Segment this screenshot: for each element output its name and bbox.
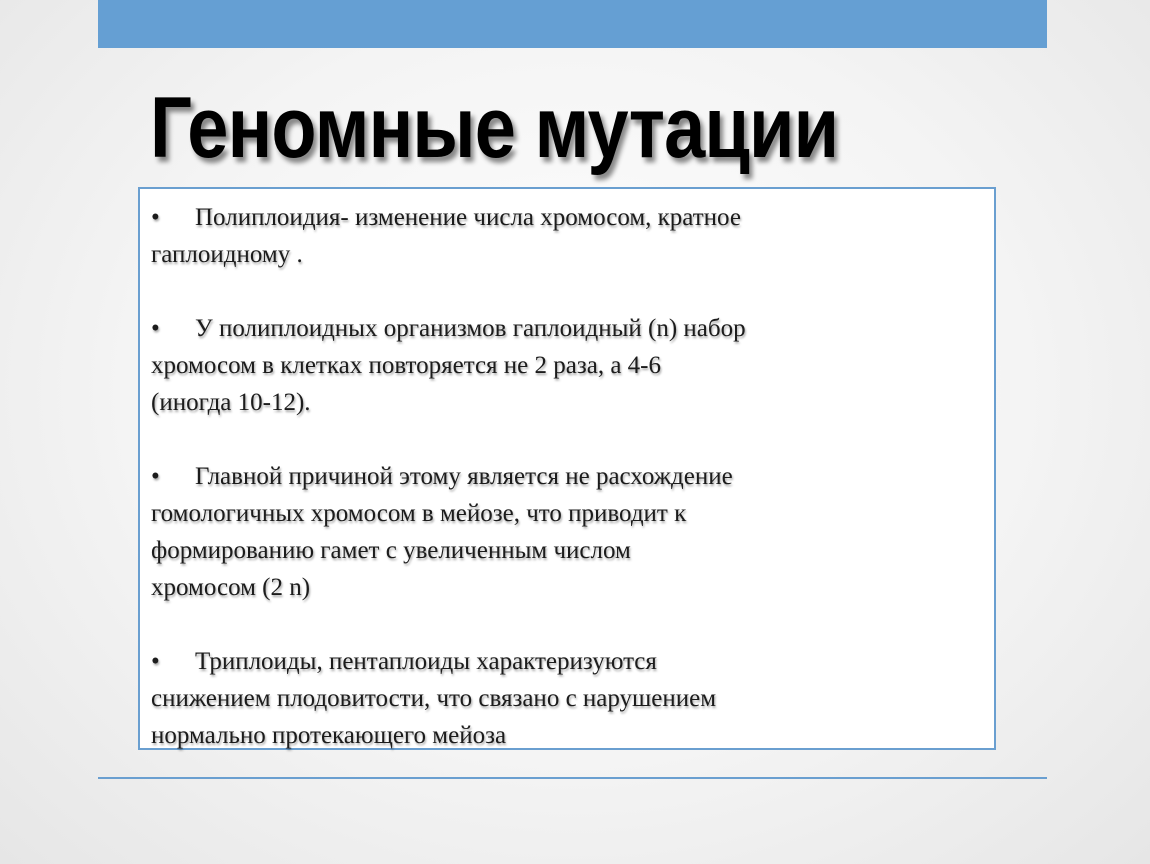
top-accent-bar <box>98 0 1047 48</box>
bullet-text-line: гомологичных хромосом в мейозе, что приводит к <box>151 500 687 527</box>
bullet-text-line: У полиплоидных организмов гаплоидный (n) набор <box>195 315 746 342</box>
bullet-text-line: хромосом в клетках повторяется не 2 раза, а 4-6 <box>151 352 662 379</box>
bullet-text-line: снижением плодовитости, что связано с нарушением <box>151 685 717 712</box>
bullet-text-line: Полиплоидия- изменение числа хромосом, кратное <box>195 204 741 231</box>
bullet-text-line: Триплоиды, пентаплоиды характеризуются <box>195 648 657 675</box>
bullet-icon: • <box>151 204 160 231</box>
bullet-text-line: (иногда 10-12). <box>151 389 311 416</box>
bullet-item-1 <box>151 199 984 273</box>
bottom-divider <box>98 777 1047 779</box>
bullet-text-line: Главной причиной этому является не расхождение <box>195 463 733 490</box>
bullet-text-line: нормально протекающего мейоза <box>151 722 507 749</box>
bullet-text-line: формированию гамет с увеличенным числом <box>151 537 631 564</box>
content-box <box>138 187 996 750</box>
bullet-icon: • <box>151 648 160 675</box>
bullet-icon: • <box>151 315 160 342</box>
bullet-item-4 <box>151 643 984 754</box>
slide-title: Геномные мутации <box>150 80 839 176</box>
bullet-item-2 <box>151 310 984 421</box>
bullet-item-3 <box>151 458 984 606</box>
bullet-text-line: хромосом (2 n) <box>151 574 311 601</box>
bullet-text-line: гаплоидному . <box>151 241 303 268</box>
bullet-icon: • <box>151 463 160 490</box>
